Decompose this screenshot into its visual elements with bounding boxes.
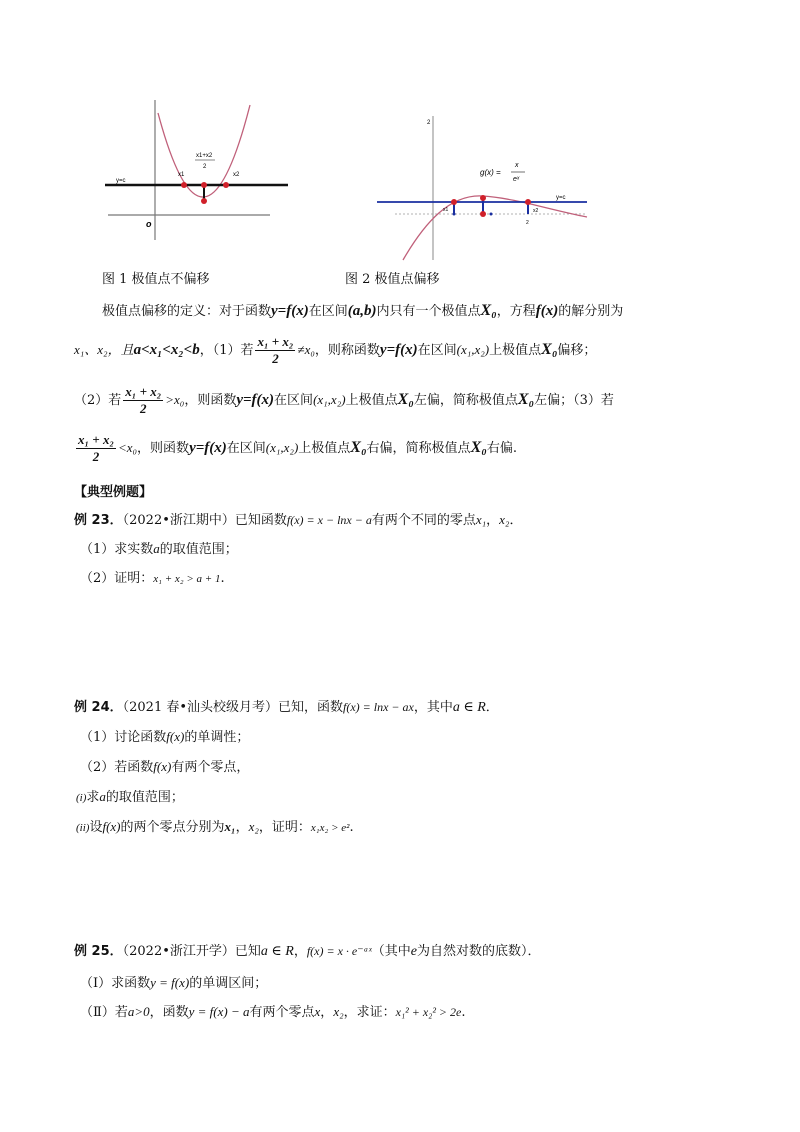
part-text: 求 — [86, 790, 100, 805]
def-text: （2）若 — [74, 393, 122, 408]
part-math: x₂ — [248, 819, 259, 834]
figure-2 — [375, 112, 590, 262]
def-text: ，则函数 — [137, 441, 190, 456]
def-func: y=f(x) — [189, 440, 227, 456]
example-23-part-2 — [80, 567, 225, 586]
example-label: 例 25． — [74, 944, 123, 959]
definition-line-3 — [74, 384, 614, 417]
def-text: ，则函数 — [184, 393, 237, 408]
def-interval: (x₁,x₂) — [456, 342, 490, 357]
part-math: f(x) — [166, 729, 185, 744]
part-text: 有两个零点， — [171, 760, 250, 775]
fig2-line-label: y=c — [556, 195, 566, 201]
example-25-part-1 — [80, 972, 267, 991]
part-sep: ， — [320, 1005, 334, 1020]
def-fx: f(x) — [535, 303, 559, 319]
example-text: ，其中 — [413, 700, 453, 715]
def-text: 的解分别为 — [558, 304, 624, 319]
def-interval: (x₁,x₂) — [265, 440, 299, 455]
def-text: 在区间 — [308, 304, 348, 319]
part-text: 设 — [89, 820, 103, 835]
def-lt: <x₀ — [117, 440, 138, 455]
part-text: 的单调区间； — [189, 976, 268, 991]
example-source: （2022•浙江开学）已知 — [122, 944, 261, 959]
fig2-point-x1-base — [453, 213, 456, 216]
example-23-part-1 — [80, 538, 238, 557]
fig2-func-den: eˣ — [513, 176, 520, 183]
example-source: （2022•浙江期中）已知函数 — [122, 513, 287, 528]
definition-line-1 — [102, 300, 623, 323]
fig2-func-num: x — [515, 162, 519, 169]
example-25-part-2 — [80, 1001, 465, 1020]
definition-line-4 — [74, 432, 517, 465]
part-text: 的两个零点分别为 — [120, 820, 225, 835]
fig2-point-mid — [480, 211, 486, 217]
part-label: （1）求实数 — [80, 542, 154, 557]
figure-1 — [100, 95, 300, 245]
part-math: x₂ — [333, 1004, 344, 1019]
part-text: ，证明： — [258, 820, 311, 835]
example-source: （2021 春•汕头校级月考）已知，函数 — [122, 700, 344, 715]
example-text: 有两个不同的零点 — [371, 513, 476, 528]
example-24-part-2i — [76, 786, 184, 805]
part-label: (ii) — [76, 822, 90, 834]
part-text: . — [461, 1005, 466, 1020]
part-math: a — [153, 541, 160, 556]
part-text: . — [349, 820, 354, 835]
def-text: 右偏，简称极值点 — [366, 441, 471, 456]
fig1-point-x2 — [223, 182, 229, 188]
def-gt: >x₀ — [165, 392, 185, 407]
fig2-curve — [403, 196, 587, 260]
part-label: （2）证明： — [80, 571, 154, 586]
part-math: a — [99, 789, 106, 804]
part-sep: ， — [235, 820, 249, 835]
part-label: （2）若函数 — [80, 760, 154, 775]
example-label: 例 24． — [74, 700, 123, 715]
def-text: x₁、x₂，且 — [74, 342, 134, 357]
def-text: 左偏；（3）若 — [534, 393, 614, 408]
part-math: y = f(x) − a — [188, 1004, 250, 1019]
part-math: x₁ — [224, 819, 236, 834]
fig2-x-tick: 2 — [526, 220, 529, 226]
section-title: 【典型例题】 — [74, 485, 153, 500]
part-text: ，函数 — [149, 1005, 189, 1020]
example-zero: x₁ — [475, 512, 487, 527]
example-zero: x₂ — [499, 512, 510, 527]
example-24-part-1 — [80, 726, 249, 745]
example-24-part-2ii — [76, 816, 354, 835]
def-ne: ≠x₀ — [297, 342, 315, 357]
part-text: 有两个零点 — [249, 1005, 315, 1020]
def-interval: (x₁,x₂) — [313, 392, 346, 407]
example-label: 例 23． — [74, 513, 123, 528]
part-label: （Ⅰ）求函数 — [80, 976, 151, 991]
def-interval: (a,b) — [347, 303, 377, 319]
def-func: y=f(x) — [236, 392, 275, 408]
fig2-func-label: g(x) = — [480, 168, 501, 177]
fig2-y-tick: 2 — [427, 120, 431, 126]
fig2-point-max — [480, 195, 486, 201]
def-func: y=f(x) — [271, 303, 309, 319]
fig1-x2-label: x2 — [233, 172, 240, 178]
fig1-point-x1 — [181, 182, 187, 188]
fig1-line-label: y=c — [116, 178, 126, 184]
def-text: ，则称函数 — [314, 343, 380, 358]
fig2-x1-label: x1 — [443, 207, 449, 213]
def-text: 左偏，简称极值点 — [413, 393, 518, 408]
example-end: ． — [485, 700, 499, 715]
def-x0: X₀ — [517, 391, 535, 408]
def-ineq: a<x₁<x₂<b — [133, 342, 200, 358]
def-x0: X₀ — [541, 341, 558, 358]
fig1-mid-den: 2 — [203, 164, 207, 170]
def-frac: $\frac{\text{x₁ + x₂}}{2}$ — [78, 432, 114, 464]
def-text: ，方程 — [496, 304, 536, 319]
fig2-point-x1 — [451, 199, 457, 205]
part-math: x — [314, 1004, 321, 1019]
example-24-part-2 — [80, 756, 249, 775]
fig1-caption: 图 1 极值点不偏移 — [102, 272, 210, 287]
part-label: （1）讨论函数 — [80, 730, 167, 745]
example-func: f(x) = lnx − ax — [343, 700, 414, 714]
def-x0: X₀ — [480, 302, 497, 319]
part-math: f(x) — [153, 759, 172, 774]
part-math: x₁x₂ > e² — [310, 822, 350, 834]
example-e: e — [410, 944, 417, 959]
definition-line-2 — [74, 334, 596, 367]
def-x0: X₀ — [397, 391, 414, 408]
def-frac: $\frac{\text{x₁ + x₂}}{2}$ — [257, 334, 294, 366]
fig1-point-mid — [201, 182, 207, 188]
fig1-x1-label: x1 — [178, 172, 185, 178]
def-text: 在区间 — [417, 343, 457, 358]
example-cond: a ∈ R — [260, 944, 294, 959]
part-label: （Ⅱ）若 — [80, 1005, 128, 1020]
def-text: 极值点偏移的定义：对于函数 — [102, 304, 272, 319]
fig2-caption: 图 2 极值点偏移 — [345, 272, 440, 287]
def-text: 上极值点 — [489, 343, 542, 358]
fig1-mid-num: x1+x2 — [196, 153, 213, 159]
part-text: 的取值范围； — [105, 790, 184, 805]
part-math: a>0 — [127, 1004, 150, 1019]
def-text: ，（1）若 — [199, 343, 254, 358]
example-end: ． — [509, 513, 523, 528]
def-text: 上极值点 — [298, 441, 351, 456]
def-x0: X₀ — [350, 439, 367, 456]
example-text: 为自然对数的底数）． — [416, 944, 541, 959]
part-math: x₁² + x₂² > 2e — [395, 1005, 462, 1019]
def-func: y=f(x) — [379, 342, 418, 358]
fig1-point-vertex — [201, 198, 207, 204]
fig2-point-dot — [490, 213, 493, 216]
def-text: 在区间 — [226, 441, 266, 456]
example-24-header — [74, 696, 499, 716]
part-text: ，求证： — [343, 1005, 396, 1020]
def-text: 偏移； — [557, 343, 597, 358]
def-text: 内只有一个极值点 — [376, 304, 481, 319]
part-label: (i) — [76, 792, 87, 804]
part-math: f(x) — [102, 819, 121, 834]
example-func: f(x) = x − lnx − a — [286, 513, 372, 527]
part-math: y = f(x) — [150, 975, 190, 990]
example-23-header — [74, 509, 522, 528]
def-text: 右偏. — [486, 441, 517, 456]
part-math: x₁ + x₂ > a + 1 — [153, 573, 221, 585]
fig1-origin: o — [146, 219, 152, 229]
part-text: . — [220, 571, 225, 586]
def-text: 在区间 — [274, 393, 314, 408]
example-sep: ， — [486, 513, 500, 528]
def-text: 上极值点 — [345, 393, 398, 408]
fig2-x2-label: x2 — [533, 208, 539, 214]
def-x0: X₀ — [470, 439, 487, 456]
example-func: f(x) = x · e⁻ᵃˣ — [306, 944, 372, 958]
def-frac: $\frac{\text{x₁ + x₂}}{2}$ — [125, 384, 162, 416]
example-25-header — [74, 940, 540, 960]
part-text: 的取值范围； — [159, 542, 238, 557]
fig2-point-x2 — [525, 199, 531, 205]
example-sep: ， — [293, 944, 307, 959]
example-text: （其中 — [371, 944, 411, 959]
part-text: 的单调性； — [184, 730, 250, 745]
example-cond: a ∈ R — [452, 700, 486, 715]
